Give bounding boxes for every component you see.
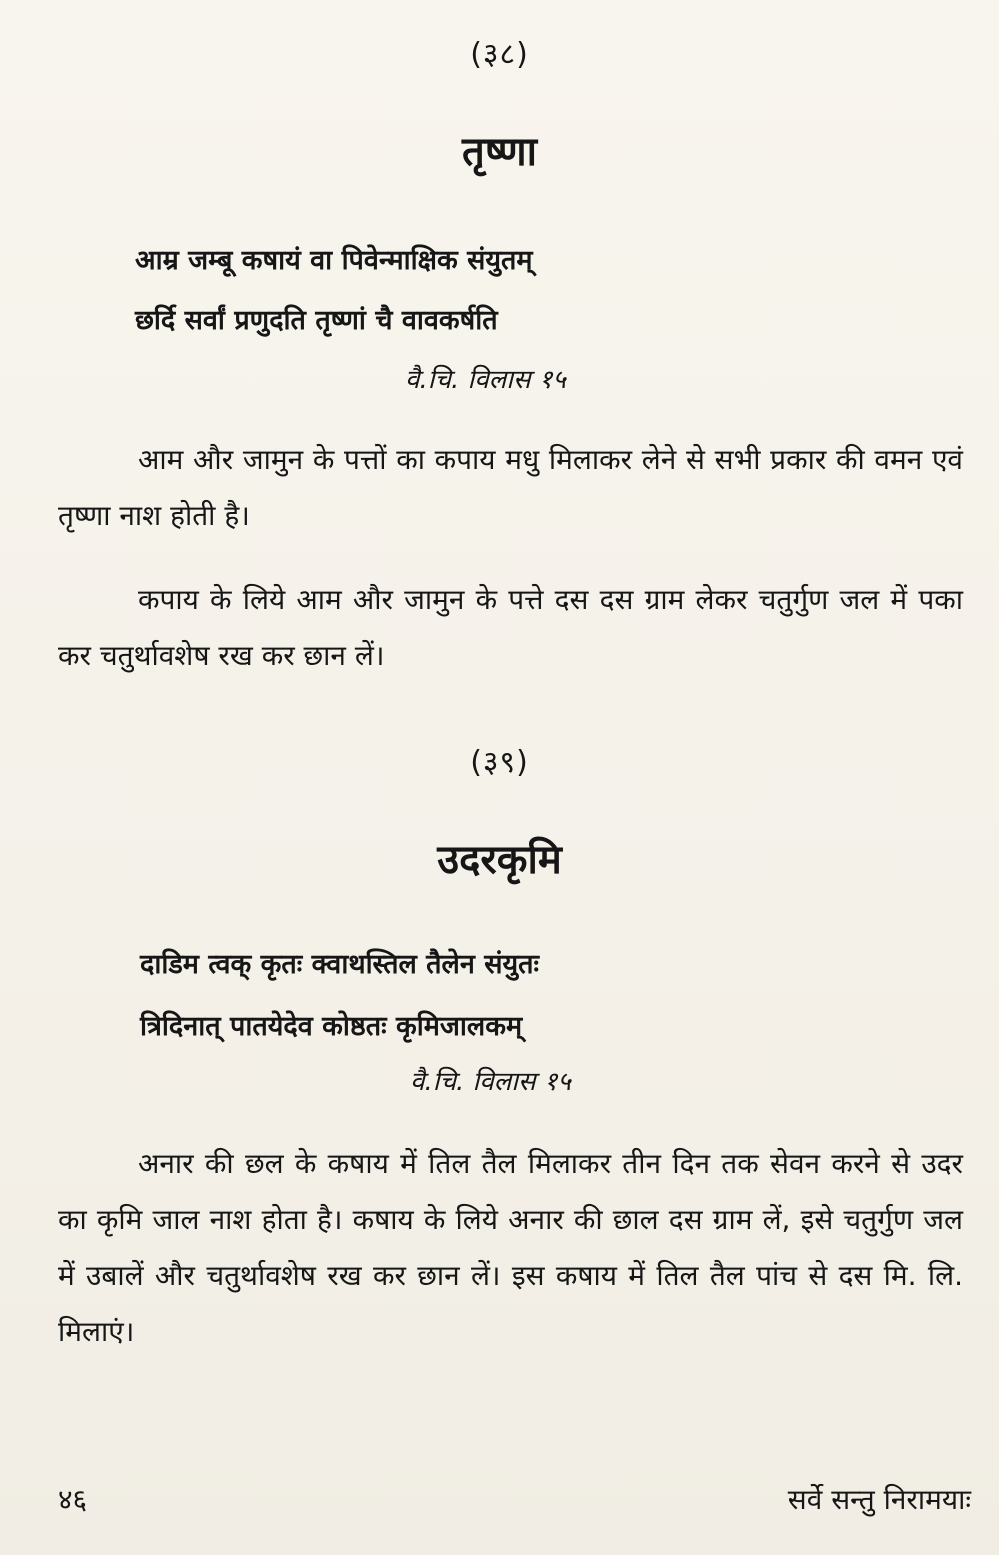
verse-line: छर्दि सर्वां प्रणुदति तृष्णां चै वावकर्षति <box>135 305 498 336</box>
section-title: तृष्णा <box>462 129 537 175</box>
section-title: उदरकृमि <box>437 837 562 883</box>
paragraph: आम और जामुन के पत्तों का कपाय मधु मिलाकर लेने से सभी प्रकार की वमन एवं तृष्णा नाश होती है। <box>58 443 963 532</box>
footer-motto: सर्वे सन्तु निरामयाः <box>787 1483 971 1516</box>
paragraph: अनार की छल के कषाय में तिल तैल मिलाकर तीन दिन तक सेवन करने से उदर का कृमि जाल नाश होता है। कषाय के लिये अनार की छाल दस ग्राम लें, इसे चतुर्गुण जल में उबालें और चतुर्थावशेष रख कर छान लें। इस कषाय में तिल तैल पांच से दस मि. लि. मिलाएं। <box>58 1147 963 1348</box>
verse-citation: वै.चि. विलास १५ <box>405 365 566 395</box>
verse-citation: वै.चि. विलास १५ <box>410 1067 571 1097</box>
verse-line: दाडिम त्वक् कृतः क्वाथस्तिल तैलेन संयुतः <box>140 949 539 980</box>
verse-line: आम्र जम्बू कषायं वा पिवेन्माक्षिक संयुतम् <box>135 245 533 276</box>
page-number: ४६ <box>58 1483 88 1516</box>
section-number: (३८) <box>470 37 529 72</box>
section-number: (३९) <box>470 745 529 780</box>
paragraph: कपाय के लिये आम और जामुन के पत्ते दस दस ग्राम लेकर चतुर्गुण जल में पका कर चतुर्थावशेष रख कर छान लें। <box>58 583 963 672</box>
verse-line: त्रिदिनात् पातयेदेव कोष्ठतः कृमिजालकम् <box>140 1011 523 1042</box>
